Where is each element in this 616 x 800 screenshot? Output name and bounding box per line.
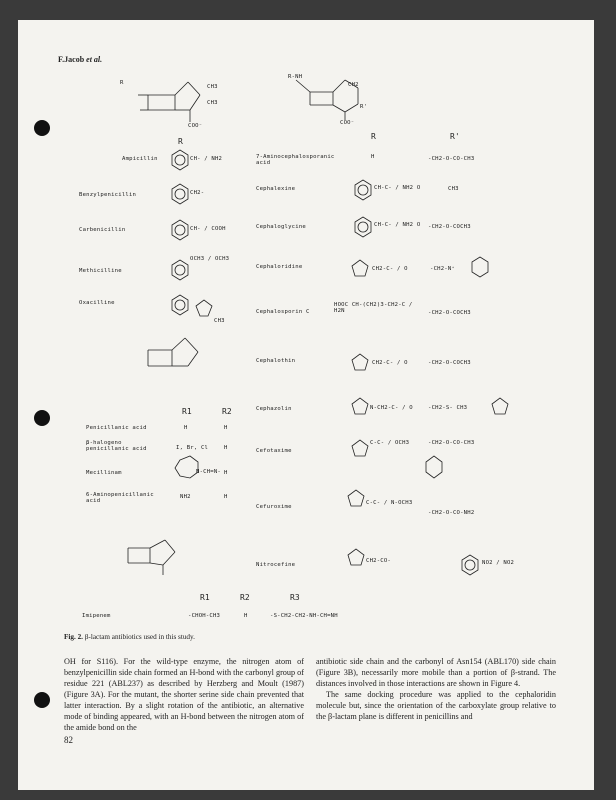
compound-name: β-halogeno penicillanic acid — [86, 440, 147, 452]
caption-label: Fig. 2. — [64, 633, 83, 641]
r-substituent: CH-C- / NH2 O — [374, 222, 421, 228]
compound-name: Cephalothin — [256, 358, 296, 364]
r-substituent: C-C- / OCH3 — [370, 440, 410, 446]
r1-value: I, Br, Cl — [176, 445, 209, 451]
r-substituent: HOOC CH-(CH2)3-CH2-C / H2N — [334, 302, 413, 314]
r-substituent: N-CH2-C- / O — [370, 405, 413, 411]
r1-value: -CHOH-CH3 — [188, 613, 221, 619]
caption-text: β-lactam antibiotics used in this study. — [82, 633, 195, 641]
r-substituent: CH3 — [214, 318, 225, 324]
compound-name: Benzylpenicillin — [79, 192, 137, 198]
r2-value: H — [224, 445, 228, 451]
rprime-column-header: R' — [450, 132, 460, 141]
compound-name: Mecillinam — [86, 470, 122, 476]
rprime-substituent: CH3 — [448, 186, 459, 192]
r1-value: NH2 — [180, 494, 191, 500]
r1-value: N-CH=N- — [196, 469, 221, 475]
compound-name: Cefuroxime — [256, 504, 292, 510]
compound-name: Imipenem — [82, 613, 111, 619]
r3-value: -S-CH2-CH2-NH-CH=NH — [270, 613, 338, 619]
r2-column-header: R2 — [240, 593, 250, 602]
compound-name: Oxacilline — [79, 300, 115, 306]
benzene-ring — [172, 150, 212, 316]
rprime-substituent: -CH2-O-COCH3 — [428, 360, 471, 366]
penicillin-core-structure — [138, 82, 200, 122]
body-paragraph: OH for S116). For the wild-type enzyme, the nitrogen atom of benzylpenicillin side chain formed an H-bond with the carbonyl group of residue 221 (ABL237) as described by Herzberg and Moult (1987) (Figure 3A). For the mutant, the shorter serine side chain prevented that latter interaction. By a slight rotation of the antibiotic, an alternative mode of binding appeared, with an H-bond between the nitrogen atom of the amide bond on the — [64, 657, 304, 732]
azepane-ring — [175, 456, 198, 478]
rprime-substituent: -CH2-O-CO-CH3 — [428, 156, 475, 162]
ch3-label: CH3 — [207, 100, 218, 106]
author-name: F.Jacob — [58, 55, 85, 64]
compound-name: Cephaloridine — [256, 264, 303, 270]
r2-column-header: R2 — [222, 407, 232, 416]
r-substituent: H — [371, 154, 375, 160]
r2-value: H — [224, 470, 228, 476]
rprime-substituent: -CH2-O-COCH3 — [428, 224, 471, 230]
r-substituent: CH2- — [190, 190, 205, 196]
r-column-header: R — [371, 132, 376, 141]
compound-name: Cephalexine — [256, 186, 296, 192]
rprime-substituent: NO2 / NO2 — [482, 560, 515, 566]
compound-name: 6-Aminopenicillanic acid — [86, 492, 154, 504]
compound-name: Methicilline — [79, 268, 122, 274]
r-substituent: CH- / NH2 — [190, 156, 223, 162]
right-column — [316, 656, 556, 722]
compound-name: Ampicillin — [122, 156, 158, 162]
figure-caption — [64, 633, 195, 641]
r-substituent: CH2-C- / O — [372, 266, 408, 272]
r3-column-header: R3 — [290, 593, 300, 602]
ch2-label: CH2 — [348, 82, 359, 88]
rprime-substituent: -CH2-S- CH3 — [428, 405, 468, 411]
body-paragraph: antibiotic side chain and the carbonyl of Asn154 (ABL170) side chain (Figure 3B), necessarily more mobile than a portion of β-strand. The distances involved in those interactions are shown in Figure 4. — [316, 657, 556, 688]
r-group-label: R-NH — [288, 74, 303, 80]
r-substituent: C-C- / N-OCH3 — [366, 500, 413, 506]
rprime-substituent: -CH2-O-COCH3 — [428, 310, 471, 316]
compound-name: Cephalosporin C — [256, 309, 310, 315]
compound-name: Cephaloglycine — [256, 224, 306, 230]
rprime-substituent: -CH2-O-CO-NH2 — [428, 510, 475, 516]
r2-value: H — [224, 494, 228, 500]
r-substituent: CH-C- / NH2 O — [374, 185, 421, 191]
imipenem-core-structure — [128, 540, 175, 575]
left-column — [64, 656, 304, 733]
r1-column-header: R1 — [200, 593, 210, 602]
r1-column-header: R1 — [182, 407, 192, 416]
r-substituent: CH2-C- / O — [372, 360, 408, 366]
r2-value: H — [244, 613, 248, 619]
r-substituent: OCH3 / OCH3 — [190, 256, 230, 262]
r2-value: H — [224, 425, 228, 431]
carboxylate-label: COO⁻ — [188, 123, 203, 129]
compound-name: Cefotaxime — [256, 448, 292, 454]
ch3-label: CH3 — [207, 84, 218, 90]
compound-name: Nitrocefine — [256, 562, 296, 568]
compound-name: Cephazolin — [256, 406, 292, 412]
body-paragraph: The same docking procedure was applied to the cephaloridin molecule but, since the orientation of the carboxylate group relative to the β-lactam plane is different in penicillins and — [316, 690, 556, 721]
r-prime-label: R' — [360, 104, 368, 110]
rprime-substituent: -CH2-N⁺ — [430, 266, 455, 272]
carboxylate-label: COO⁻ — [340, 120, 355, 126]
et-al: et al. — [84, 55, 103, 64]
compound-name: 7-Aminocephalosporanic acid — [256, 154, 335, 166]
compound-name: Penicillanic acid — [86, 425, 147, 431]
r-substituent: CH- / COOH — [190, 226, 226, 232]
r1-value: H — [184, 425, 188, 431]
page-number: 82 — [64, 735, 73, 745]
r-column-header: R — [178, 137, 183, 146]
r-substituent: CH2-CO- — [366, 558, 391, 564]
compound-name: Carbenicillin — [79, 227, 126, 233]
rprime-substituent: -CH2-O-CO-CH3 — [428, 440, 475, 446]
r-group-label: R — [120, 80, 124, 86]
